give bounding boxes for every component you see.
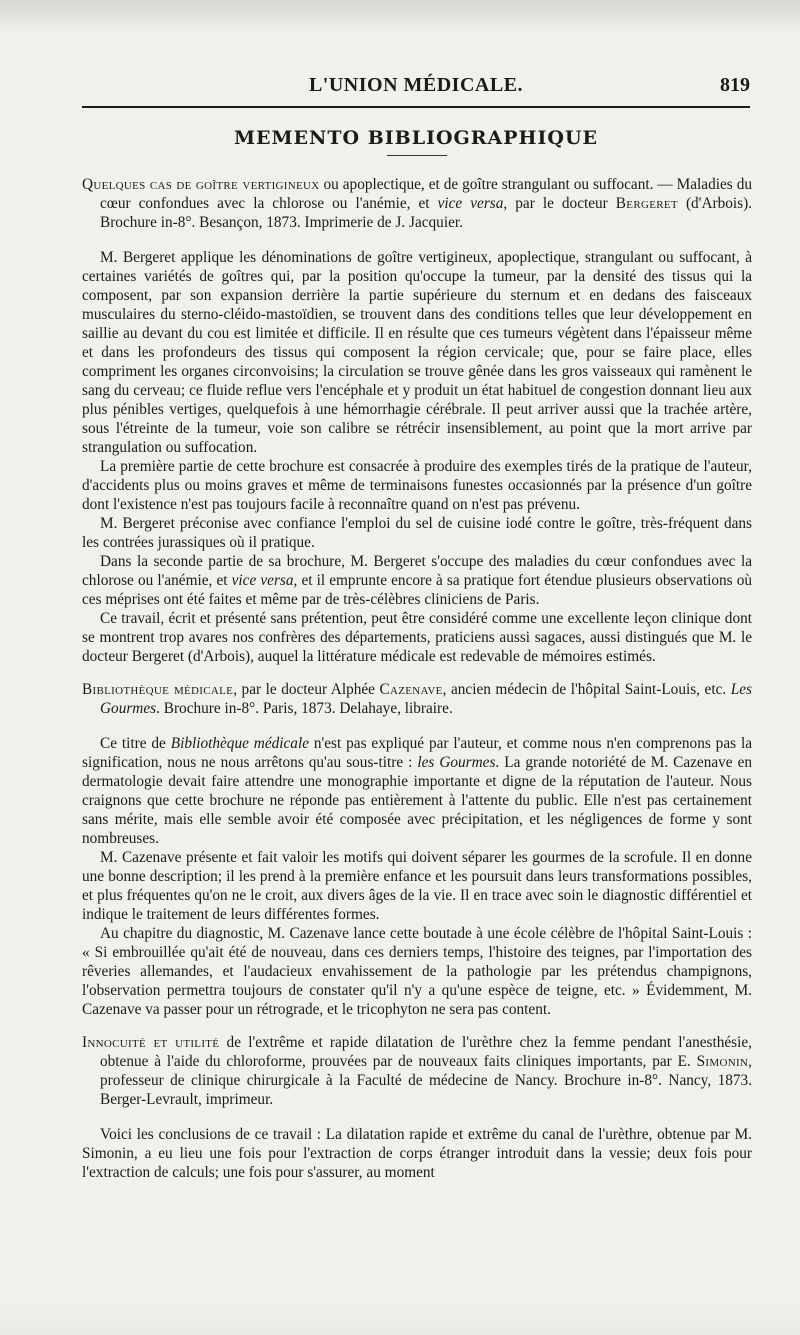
section-title: MEMENTO BIBLIOGRAPHIQUE — [234, 127, 598, 149]
entry-author: Simonin — [696, 1053, 749, 1070]
entry-lead: Bibliothèque médicale — [82, 681, 234, 698]
paragraph-text: Ce titre de — [100, 735, 171, 752]
paragraph: M. Bergeret applique les dénominations de goître vertigineux, apoplectique, strangulant ou suffocant, à certaines variétés de goîtres qui, par la position qu'occupe la tumeur, par la densité des tissus qui la composent, par son expansion derrière la partie supérieure du sternum et en dedans des faisceaux musculaires du sterno-cléido-mastoïdien, se trouvent dans des conditions telles que leur développement en saillie au devant du cou est limitée et difficile. Il en résulte que ces tumeurs végètent dans l'épaisseur même et dans les profondeurs des tissus qui composent la région cervicale; que, pour se faire place, elles compriment les organes circonvoisins; la circulation se trouve gênée dans les gros vaisseaux qui ramènent le sang du cerveau; ce fluide reflue vers l'encéphale et y produit un état habituel de congestion donnant lieu aux plus pénibles vertiges, quelquefois à une hémorrhagie cérébrale. Il peut arriver aussi que la trachée artère, sous l'étreinte de la tumeur, voie son calibre se rétrécir insensiblement, au point que la mort arrive par strangulation ou suffocation. — [82, 249, 752, 456]
bibliography-entry-goitre — [82, 175, 752, 232]
entry-text: . Brochure in-8°. Paris, 1873. Delahaye, libraire. — [156, 700, 453, 717]
bibliography-entry-gourmes — [82, 680, 752, 718]
paragraph: M. Bergeret préconise avec confiance l'emploi du sel de cuisine iodé contre le goître, très-fréquent dans les contrées jurassiques où il pratique. — [82, 515, 752, 551]
paragraph: La première partie de cette brochure est consacrée à produire des exemples tirés de la pratique de l'auteur, d'accidents plus ou moins graves et même de terminaisons funestes occasionnés par la présence d'un goître dont l'existence n'est pas toujours facile à reconnaître quand on n'est pas prévenu. — [82, 458, 752, 513]
paragraph: M. Cazenave présente et fait valoir les motifs qui doivent séparer les gourmes de la scrofule. Il en donne une bonne description; il les prend à la première enfance et les poursuit dans leurs transformations possibles, et plus fréquentes qu'on ne le croit, aux divers âges de la vie. Il en trace avec soin le diagnostic différentiel et indique le traitement de leurs différentes formes. — [82, 849, 752, 923]
paragraph-italic: les Gourmes — [417, 754, 496, 771]
entry-lead: Innocuité et utilité — [82, 1034, 220, 1051]
entry-author: Bergeret — [615, 195, 678, 212]
paragraph: Voici les conclusions de ce travail : La dilatation rapide et extrême du canal de l'urèthre, obtenue par M. Simonin, a eu lieu une fois pour l'extraction de corps étranger introduit dans la vessie; deux fois pour l'extraction de calculs; une fois pour s'assurer, au moment — [82, 1126, 752, 1181]
entry-text: , par le docteur — [503, 195, 616, 212]
article-body — [82, 175, 752, 1182]
paragraph-italic: vice versa — [231, 572, 294, 589]
bibliography-entry-urethre — [82, 1033, 752, 1109]
entry-text: , par le docteur Alphée — [233, 681, 380, 698]
entry-text: , professeur de clinique chirurgicale à la Faculté de médecine de Nancy. Brochure in-8°. Nancy, 1873. Berger-Levrault, imprimeur. — [100, 1053, 752, 1108]
entry-author: Cazenave — [379, 681, 443, 698]
paragraph: Ce travail, écrit et présenté sans prétention, peut être considéré comme une excellente leçon clinique dont se montrent trop avares nos confrères des départements, praticiens aussi sagaces, aussi distingués que M. le docteur Bergeret (d'Arbois), auquel la littérature médicale est redevable de mémoires estimés. — [82, 610, 752, 665]
entry-text: de l'extrême et rapide dilatation de l'urèthre chez la femme pendant l'anesthésie, obtenue à l'aide du chloroforme, prouvées par de nouveaux faits cliniques importants, par E. — [100, 1034, 753, 1070]
entry-text: ou apoplectique, et de goître strangulant ou suffocant. — Maladies du cœur confondues avec la chlorose ou l'anémie, et — [100, 176, 753, 212]
paragraph: Au chapitre du diagnostic, M. Cazenave lance cette boutade à une école célèbre de l'hôpital Saint-Louis : « Si embrouillée qu'ait été de nouveau, dans ces derniers temps, l'histoire des teignes, par l'importation des rêveries allemandes, et l'audacieux envahissement de la pathologie par les prétendus champignons, l'observation permettra toujours de constater qu'il n'y a qu'une espèce de teigne, etc. » Évidemment, M. Cazenave va passer pour un rétrograde, et le tricophyton ne sera pas content. — [82, 925, 752, 1018]
page-header — [82, 74, 750, 102]
paragraph-text: , et il emprunte encore à sa pratique fort étendue plusieurs observations où ces méprises ont été faites et même par de très-célèbres cliniciens de Paris. — [82, 572, 753, 608]
page-number: 819 — [720, 74, 750, 96]
entry-lead: Quelques cas de goître vertigineux — [82, 176, 320, 193]
running-title: L'UNION MÉDICALE. — [308, 74, 524, 96]
paragraph — [82, 734, 752, 848]
title-dash-divider — [387, 155, 447, 156]
entry-text: (d'Arbois). Brochure in-8°. Besançon, 1873. Imprimerie de J. Jacquier. — [100, 195, 752, 231]
entry-italic: Les Gourmes — [100, 681, 752, 717]
paragraph — [82, 552, 752, 609]
paragraph-text: n'est pas expliqué par l'auteur, et comme nous n'en comprenons pas la signification, nous ne nous arrêtons qu'au sous-titre : — [82, 735, 752, 771]
scan-top-edge — [0, 0, 800, 30]
entry-italic: vice versa — [437, 195, 504, 212]
paragraph-text: Dans la seconde partie de sa brochure, M. Bergeret s'occupe des maladies du cœur confondues avec la chlorose ou l'anémie, et — [82, 553, 752, 589]
entry-text: , ancien médecin de l'hôpital Saint-Louis, etc. — [442, 681, 731, 698]
paragraph-text: . La grande notoriété de M. Cazenave en dermatologie devait faire attendre une monographie importante et digne de la réputation de l'auteur. Nous craignons que cette brochure ne réponde pas entièrement à l'attente du public. Elle n'est pas certainement sans mérite, mais elle semble avoir été composée avec précipitation, et les négligences de forme y sont nombreuses. — [82, 754, 753, 847]
header-rule — [82, 106, 750, 108]
paragraph-italic: Bibliothèque médicale — [170, 735, 309, 752]
